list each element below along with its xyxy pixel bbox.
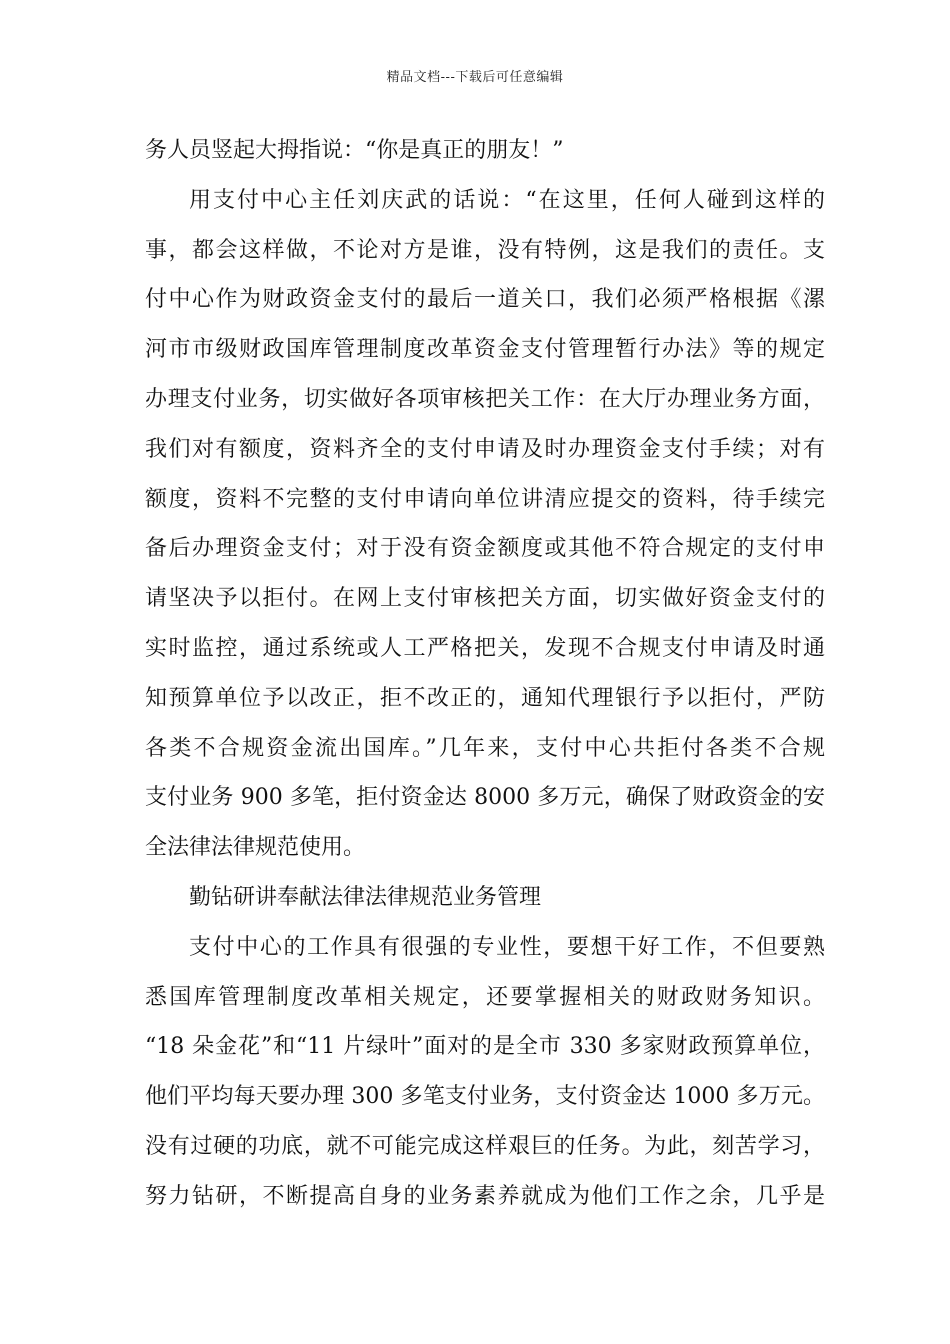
text-line: 支付中心的工作具有很强的专业性，要想干好工作，不但要熟 (189, 934, 825, 960)
document-body (145, 126, 825, 1222)
text-line: 努力钻研，不断提高自身的业务素养就成为他们工作之余，几乎是 (145, 1183, 825, 1209)
text-line: 额度，资料不完整的支付申请向单位讲清应提交的资料，待手续完 (145, 486, 825, 512)
text-line: 我们对有额度，资料齐全的支付申请及时办理资金支付手续；对有 (145, 436, 825, 462)
text-line: 事，都会这样做，不论对方是谁，没有特例，这是我们的责任。支 (145, 237, 825, 263)
text-line: 没有过硬的功底，就不可能完成这样艰巨的任务。为此，刻苦学习， (145, 1133, 825, 1159)
text-line: 河市市级财政国库管理制度改革资金支付管理暂行办法》等的规定 (145, 337, 825, 363)
text-line: 悉国库管理制度改革相关规定，还要掌握相关的财政财务知识。 (145, 984, 825, 1010)
text-line: “18 朵金花”和“11 片绿叶”面对的是全市 330 多家财政预算单位， (145, 1034, 825, 1060)
text-line: 知预算单位予以改正，拒不改正的，通知代理银行予以拒付，严防 (145, 685, 825, 711)
text-line: 用支付中心主任刘庆武的话说：“在这里，任何人碰到这样的 (189, 187, 825, 213)
text-line: 他们平均每天要办理 300 多笔支付业务，支付资金达 1000 多万元。 (145, 1084, 825, 1110)
text-line: 付中心作为财政资金支付的最后一道关口，我们必须严格根据《漯 (145, 287, 825, 313)
text-line: 办理支付业务，切实做好各项审核把关工作：在大厅办理业务方面， (145, 386, 825, 412)
text-line: 实时监控，通过系统或人工严格把关，发现不合规支付申请及时通 (145, 635, 825, 661)
page-header: 精品文档---下载后可任意编辑 (386, 70, 564, 85)
text-line: 务人员竖起大拇指说：“你是真正的朋友！” (145, 138, 564, 163)
text-line: 支付业务 900 多笔，拒付资金达 8000 多万元，确保了财政资金的安 (145, 785, 825, 811)
text-line: 请坚决予以拒付。在网上支付审核把关方面，切实做好资金支付的 (145, 586, 825, 612)
text-line: 各类不合规资金流出国库。”几年来，支付中心共拒付各类不合规 (145, 735, 825, 761)
text-line: 备后办理资金支付；对于没有资金额度或其他不符合规定的支付申 (145, 536, 825, 562)
text-line: 勤钻研讲奉献法律法律规范业务管理 (189, 884, 542, 910)
text-line: 全法律法律规范使用。 (145, 835, 366, 861)
